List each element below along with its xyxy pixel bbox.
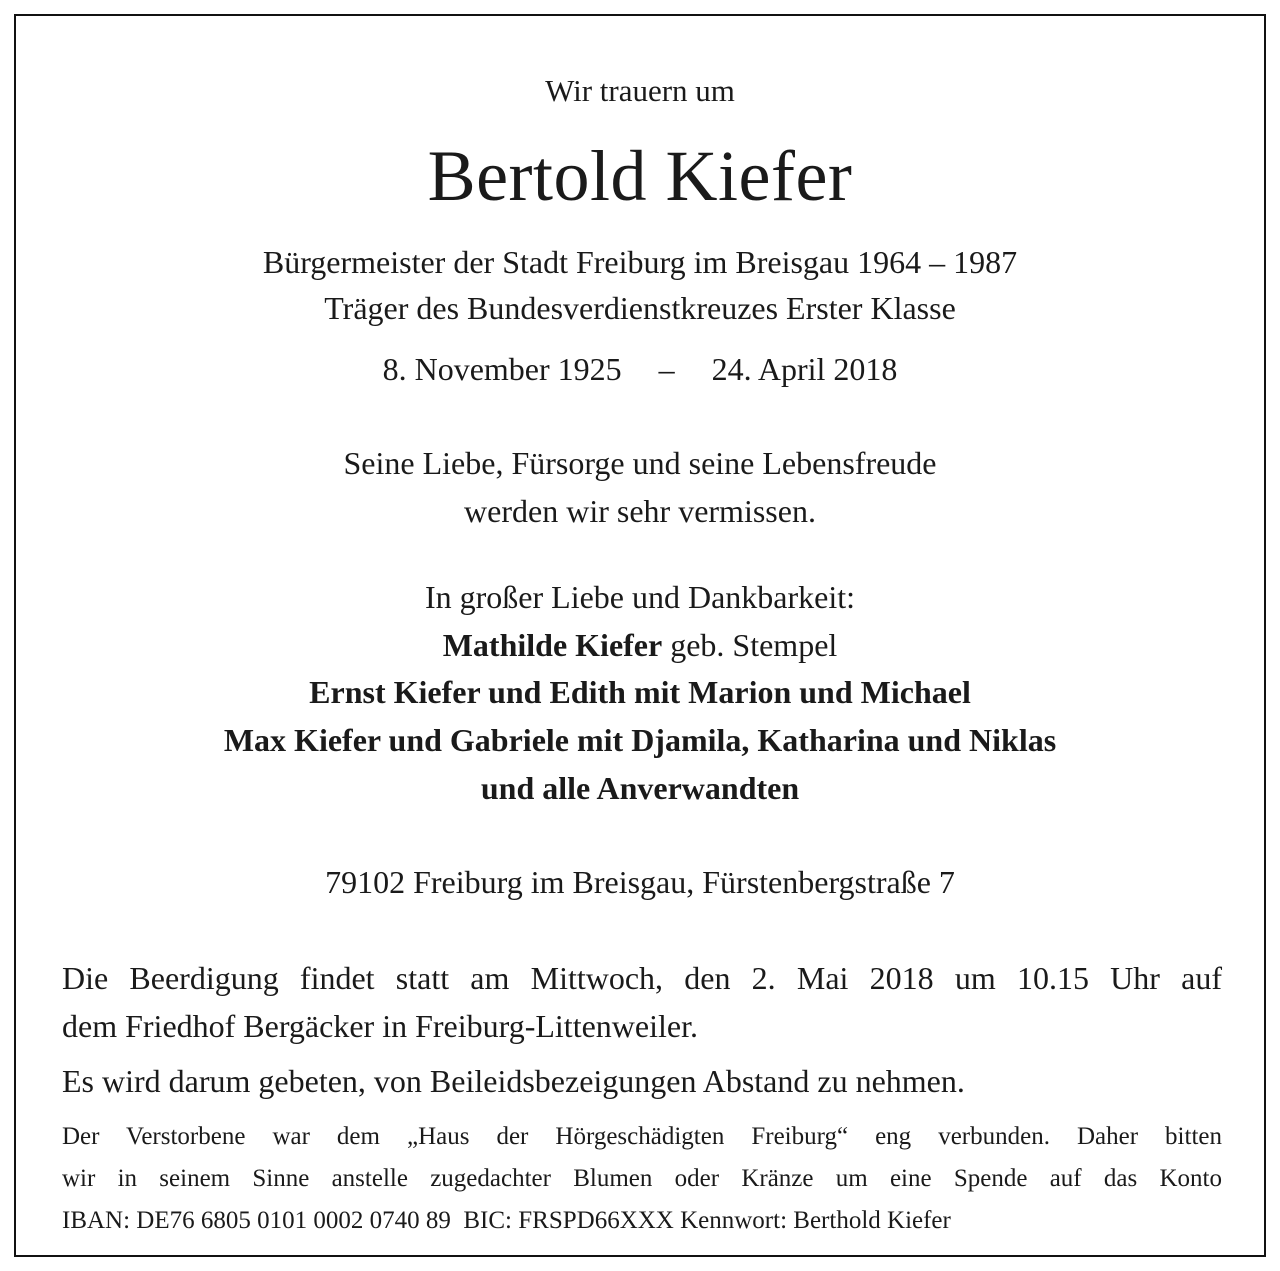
sentiment-line-2: werden wir sehr vermissen. <box>464 493 816 529</box>
mourner-line-max: Max Kiefer und Gabriele mit Djamila, Katharina und Niklas <box>223 722 1057 758</box>
deceased-name: Bertold Kiefer <box>427 136 853 216</box>
funeral-info <box>62 954 1222 1050</box>
death-date: 24. April 2018 <box>711 351 898 387</box>
role-line-mayor: Bürgermeister der Stadt Freiburg im Breisgau 1964 – 1987 <box>262 244 1018 280</box>
funeral-line-1: Die Beerdigung findet statt am Mittwoch, den 2. Mai 2018 um 10.15 Uhr auf <box>62 960 1222 996</box>
obituary-notice <box>14 14 1266 1257</box>
mourner-line-relatives: und alle Anverwandten <box>480 770 800 806</box>
widow-name: Mathilde Kiefer <box>442 627 663 663</box>
donation-line-1: Der Verstorbene war dem „Haus der Hörgeschädigten Freiburg“ eng verbunden. Daher bitten <box>62 1123 1222 1150</box>
family-intro: In großer Liebe und Dankbarkeit: <box>424 579 856 615</box>
role-line-honor: Träger des Bundesverdienstkreuzes Erster Klasse <box>324 290 956 326</box>
life-dates <box>16 349 1264 389</box>
intro-text: Wir trauern um <box>545 73 735 108</box>
donation-line-2: wir in seinem Sinne anstelle zugedachter Blumen oder Kränze um eine Spende auf das Konto <box>62 1165 1222 1192</box>
date-separator: – <box>658 351 675 387</box>
donation-line-3: IBAN: DE76 6805 0101 0002 0740 89 BIC: FRSPD66XXX Kennwort: Berthold Kiefer <box>62 1207 951 1234</box>
widow-maiden-name: geb. Stempel <box>670 627 838 663</box>
funeral-line-2: dem Friedhof Bergäcker in Freiburg-Littenweiler. <box>62 1008 698 1044</box>
donation-info <box>62 1116 1222 1242</box>
mourner-widow <box>16 625 1264 665</box>
sentiment-line-1: Seine Liebe, Fürsorge und seine Lebensfreude <box>343 445 937 481</box>
condolence-request: Es wird darum gebeten, von Beileidsbezeigungen Abstand zu nehmen. <box>62 1063 965 1099</box>
mourner-line-ernst: Ernst Kiefer und Edith mit Marion und Michael <box>309 674 971 710</box>
family-address: 79102 Freiburg im Breisgau, Fürstenbergstraße 7 <box>325 864 955 900</box>
birth-date: 8. November 1925 <box>382 351 622 387</box>
